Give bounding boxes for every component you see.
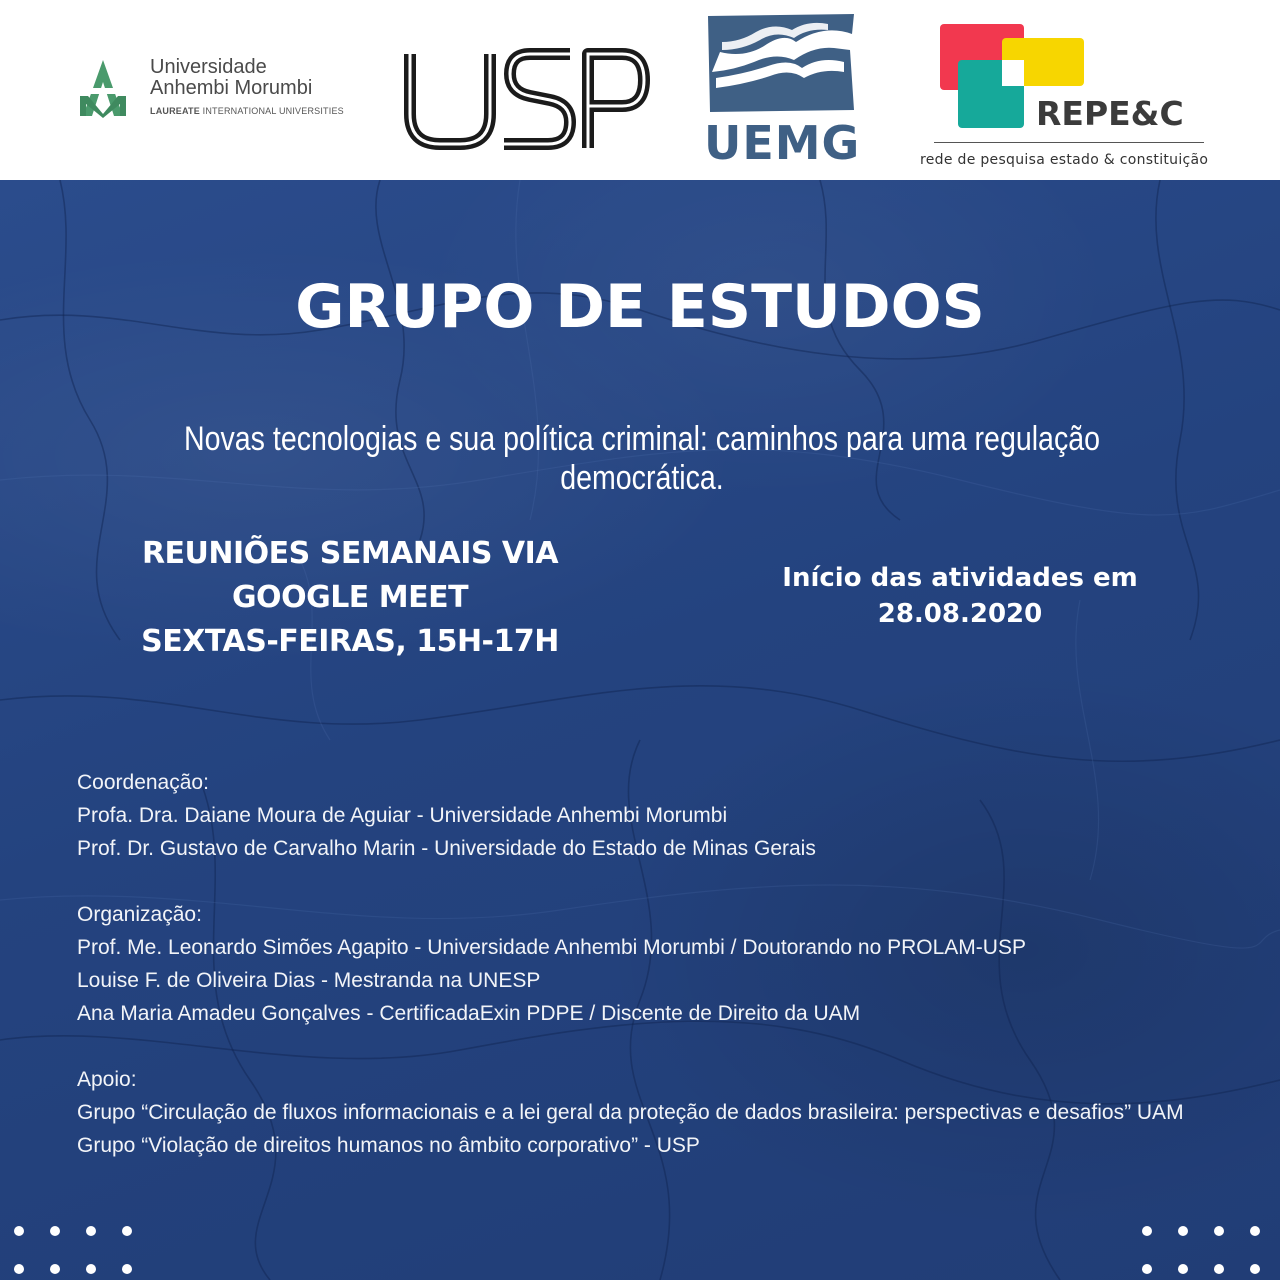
uam-name-line2: Anhembi Morumbi <box>150 77 313 99</box>
credits <box>77 766 1257 1195</box>
support-heading: Apoio: <box>77 1068 137 1091</box>
list-item: Ana Maria Amadeu Gonçalves - CertificadaExin PDPE / Discente de Direito da UAM <box>77 1002 861 1025</box>
dot-icon <box>50 1264 60 1274</box>
repec-wordmark: REPE&C <box>1036 94 1184 133</box>
poster-subtitle: Novas tecnologias e sua política criminal: caminhos para uma regulação democrática. <box>184 420 1100 497</box>
logo-repec <box>920 20 1230 180</box>
organization-heading: Organização: <box>77 903 202 926</box>
decorative-dots-left <box>14 1226 132 1274</box>
list-item: Louise F. de Oliveira Dias - Mestranda na UNESP <box>77 969 541 992</box>
dot-icon <box>1214 1264 1224 1274</box>
coordination-block <box>77 766 1257 865</box>
dot-icon <box>14 1264 24 1274</box>
dot-icon <box>1178 1226 1188 1236</box>
list-item: Profa. Dra. Daiane Moura de Aguiar - Universidade Anhembi Morumbi <box>77 804 728 827</box>
uam-name-line1: Universidade <box>150 56 267 78</box>
start-label: Início das atividades em <box>782 563 1138 593</box>
list-item: Prof. Me. Leonardo Simões Agapito - Universidade Anhembi Morumbi / Doutorando no PROLAM-USP <box>77 936 1026 959</box>
uam-tagline <box>150 106 344 116</box>
organization-block <box>77 898 1257 1030</box>
poster-title: GRUPO DE ESTUDOS <box>295 272 985 342</box>
uemg-mountains-icon <box>704 12 858 116</box>
uam-tagline-rest: INTERNATIONAL UNIVERSITIES <box>199 106 344 116</box>
meeting-line-3: SEXTAS-FEIRAS, 15H-17H <box>141 624 559 659</box>
list-item: Prof. Dr. Gustavo de Carvalho Marin - Universidade do Estado de Minas Gerais <box>77 837 816 860</box>
uam-tagline-bold: LAUREATE <box>150 106 200 116</box>
logo-anhembi-morumbi <box>76 56 346 120</box>
anhembi-morumbi-mark-icon <box>76 58 130 118</box>
meeting-line-1: REUNIÕES SEMANAIS VIA <box>141 536 559 571</box>
coordination-heading: Coordenação: <box>77 771 209 794</box>
list-item: Grupo “Violação de direitos humanos no âmbito corporativo” - USP <box>77 1134 700 1157</box>
dot-icon <box>1142 1264 1152 1274</box>
logo-usp <box>400 48 652 157</box>
meeting-line-2: GOOGLE MEET <box>231 580 469 615</box>
dot-icon <box>1214 1226 1224 1236</box>
dot-icon <box>1250 1226 1260 1236</box>
meeting-schedule <box>100 532 600 664</box>
list-item: Grupo “Circulação de fluxos informacionais e a lei geral da proteção de dados brasileira: perspectivas e desafios” UAM <box>77 1101 1184 1124</box>
dot-icon <box>86 1226 96 1236</box>
dot-icon <box>1250 1264 1260 1274</box>
start-value: 28.08.2020 <box>877 599 1043 629</box>
dot-icon <box>122 1226 132 1236</box>
dot-icon <box>86 1264 96 1274</box>
dot-icon <box>122 1264 132 1274</box>
dot-icon <box>50 1226 60 1236</box>
dot-icon <box>1178 1264 1188 1274</box>
repec-tagline: rede de pesquisa estado & constituição <box>920 152 1209 168</box>
uemg-wordmark: UEMG <box>704 116 861 170</box>
logo-header <box>0 0 1280 180</box>
decorative-dots-right <box>1142 1226 1260 1274</box>
usp-wordmark-icon <box>400 48 652 152</box>
start-date <box>740 560 1180 632</box>
poster-body <box>0 180 1280 1280</box>
dot-icon <box>14 1226 24 1236</box>
repec-divider <box>934 142 1204 143</box>
support-block <box>77 1063 1257 1162</box>
logo-uemg <box>704 12 861 170</box>
dot-icon <box>1142 1226 1152 1236</box>
